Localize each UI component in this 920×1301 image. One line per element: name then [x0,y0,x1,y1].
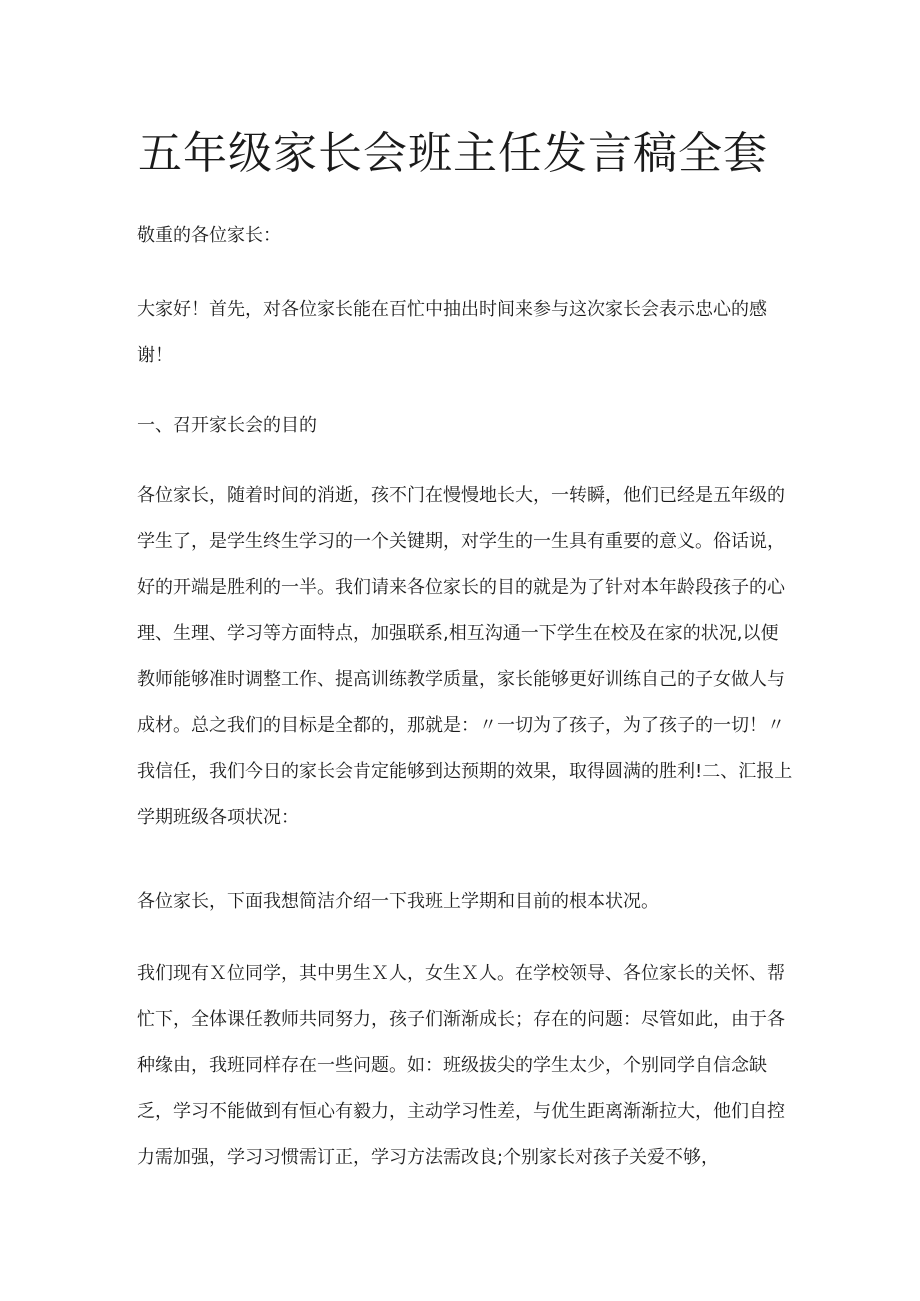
greeting-paragraph: 大家好！首先，对各位家长能在百忙中抽出时间来参与这次家长会表示忠心的感谢！ [137,299,767,366]
document-title: 五年级家长会班主任发言稿全套 [138,128,768,179]
section-heading-purpose: 一、召开家长会的目的 [137,415,317,436]
paragraph-class-status: 我们现有Ｘ位同学，其中男生Ｘ人，女生Ｘ人。在学校领导、各位家长的关怀、帮忙下，全体课任教师共同努力，孩子们渐渐成长；存在的问题：尽管如此，由于各种缘由，我班同样存在一些问题。如：班级拔尖的学生太少，个别同学自信念缺乏，学习不能做到有恒心有毅力，主动学习性差，与优生距离渐渐拉大，他们自控力需加强，学习习惯需订正，学习方法需改良;个别家长对孩子关爱不够， [137,963,785,1168]
salutation: 敬重的各位家长： [137,225,281,246]
paragraph-class-intro: 各位家长，下面我想简洁介绍一下我班上学期和目前的根本状况。 [137,891,659,912]
paragraph-purpose: 各位家长，随着时间的消逝，孩不门在慢慢地长大，一转瞬，他们已经是五年级的学生了，是学生终生学习的一个关键期，对学生的一生具有重要的意义。俗话说，好的开端是胜利的一半。我们请来各位家长的目的就是为了针对本年龄段孩子的心理、生理、学习等方面特点，加强联系,相互沟通一下学生在校及在家的状况,以便教师能够准时调整工作、提高训练教学质量，家长能够更好训练自己的子女做人与成材。总之我们的目标是全都的，那就是：〃一切为了孩子，为了孩子的一切！〃我信任，我们今日的家长会肯定能够到达预期的效果，取得圆满的胜利!二、汇报上学期班级各项状况： [137,485,793,828]
